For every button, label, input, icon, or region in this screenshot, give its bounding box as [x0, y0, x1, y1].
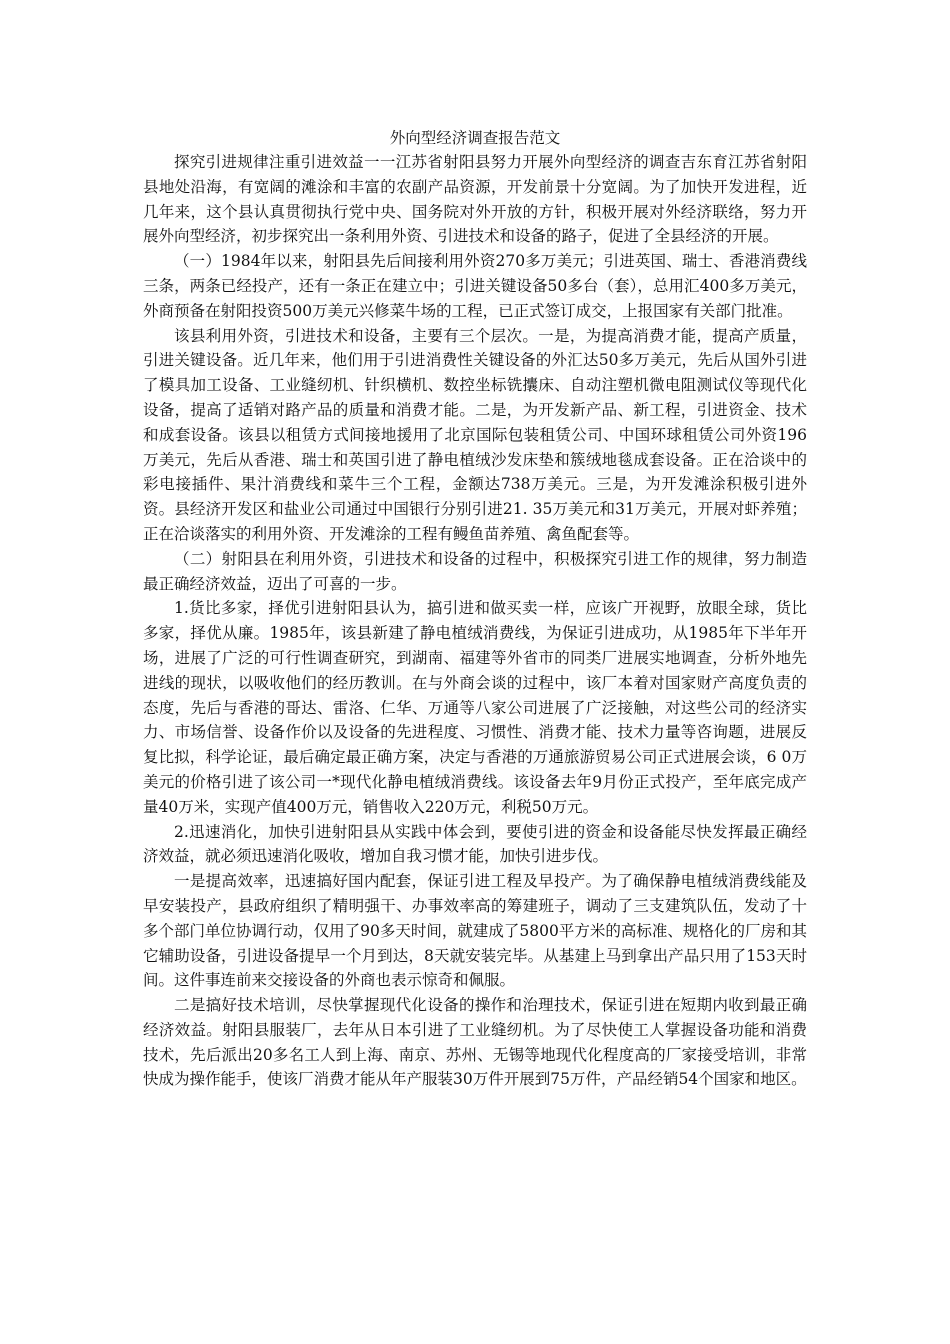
paragraph-point-2: 2.迅速消化，加快引进射阳县从实践中体会到，要使引进的资金和设备能尽快发挥最正确经济效益，就必须迅速消化吸收，增加自我习惯才能，加快引进步伐。 [143, 822, 807, 866]
paragraph-efficiency: 一是提高效率，迅速搞好国内配套，保证引进工程及早投产。为了确保静电植绒消费线能及早安装投产，县政府组织了精明强干、办事效率高的筹建班子，调动了三支建筑队伍，发动了十多个部门单位协调行动，仅用了90多天时间，就建成了5800平方米的高标准、规格化的厂房和其它辅助设备，引进设备提早一个月到达，8天就安装完毕。从基建上马到拿出产品只用了153天时间。这件事连前来交接设备的外商也表示惊奇和佩服。 [143, 872, 807, 990]
document-title: 外向型经济调查报告范文 [389, 129, 561, 147]
paragraph-point-1: 1.货比多家，择优引进射阳县认为，搞引进和做买卖一样，应该广开视野，放眼全球，货比多家，择优从廉。1985年，该县新建了静电植绒消费线，为保证引进成功，从1985年下半年开场，进展了广泛的可行性调查研究，到湖南、福建等外省市的同类厂进展实地调查，分析外地先进线的现状，以吸收他们的经历教训。在与外商会谈的过程中，该厂本着对国家财产高度负责的态度，先后与香港的哥达、雷洛、仁华、万通等八家公司进展了广泛接触，对这些公司的经济实力、市场信誉、设备作价以及设备的先进程度、习惯性、消费才能、技术力量等咨询题，进展反复比拟，科学论证，最后确定最正确方案，决定与香港的万通旅游贸易公司正式进展会谈，6 0万美元的价格引进了该公司一*现代化静电植绒消费线。该设备去年9月份正式投产，至年底完成产量40万米，实现产值400万元，销售收入220万元，利税50万元。 [143, 599, 807, 816]
paragraph-training: 二是搞好技术培训，尽快掌握现代化设备的操作和治理技术，保证引进在短期内收到最正确经济效益。射阳县服装厂，去年从日本引进了工业缝纫机。为了尽快使工人掌握设备功能和消费技术，先后派出20多名工人到上海、南京、苏州、无锡等地现代化程度高的厂家接受培训，非常快成为操作能手，使该厂消费才能从年产服装30万件开展到75万件，产品经销54个国家和地区。 [143, 996, 807, 1089]
document-body [143, 126, 807, 1092]
paragraph-section-1: （一）1984年以来，射阳县先后间接利用外资270多万美元；引进英国、瑞士、香港消费线三条，两条已经投产，还有一条正在建立中；引进关键设备50多台（套），总用汇400多万美元，外商预备在射阳投资500万美元兴修菜牛场的工程，已正式签订成交，上报国家有关部门批准。 [143, 252, 807, 320]
paragraph-three-levels: 该县利用外资，引进技术和设备，主要有三个层次。一是，为提高消费才能，提高产质量，引进关键设备。近几年来，他们用于引进消费性关键设备的外汇达50多万美元，先后从国外引进了模具加工设备、工业缝纫机、针织横机、数控坐标铣攮床、自动注塑机微电阻测试仪等现代化设备，提高了适销对路产品的质量和消费才能。二是，为开发新产品、新工程，引进资金、技术和成套设备。该县以租赁方式间接地援用了北京国际包装租赁公司、中国环球租赁公司外资196万美元，先后从香港、瑞士和英国引进了静电植绒沙发床垫和簇绒地毯成套设备。正在洽谈中的彩电接插件、果汁消费线和菜牛三个工程，金额达738万美元。三是，为开发滩涂积极引进外资。县经济开发区和盐业公司通过中国银行分别引进21. 35万美元和31万美元，开展对虾养殖；正在洽谈落实的利用外资、开发滩涂的工程有鳗鱼苗养殖、禽鱼配套等。 [143, 326, 807, 543]
paragraph-section-2: （二）射阳县在利用外资，引进技术和设备的过程中，积极探究引进工作的规律，努力制造最正确经济效益，迈出了可喜的一步。 [143, 549, 807, 593]
paragraph-intro: 探究引进规律注重引进效益一一江苏省射阳县努力开展外向型经济的调查吉东育江苏省射阳县地处沿海，有宽阔的滩涂和丰富的农副产品资源，开发前景十分宽阔。为了加快开发进程，近几年来，这个县认真贯彻执行党中央、国务院对外开放的方针，积极开展对外经济联络，努力开展外向型经济，初步探究出一条利用外资、引进技术和设备的路子，促进了全县经济的开展。 [143, 153, 807, 246]
